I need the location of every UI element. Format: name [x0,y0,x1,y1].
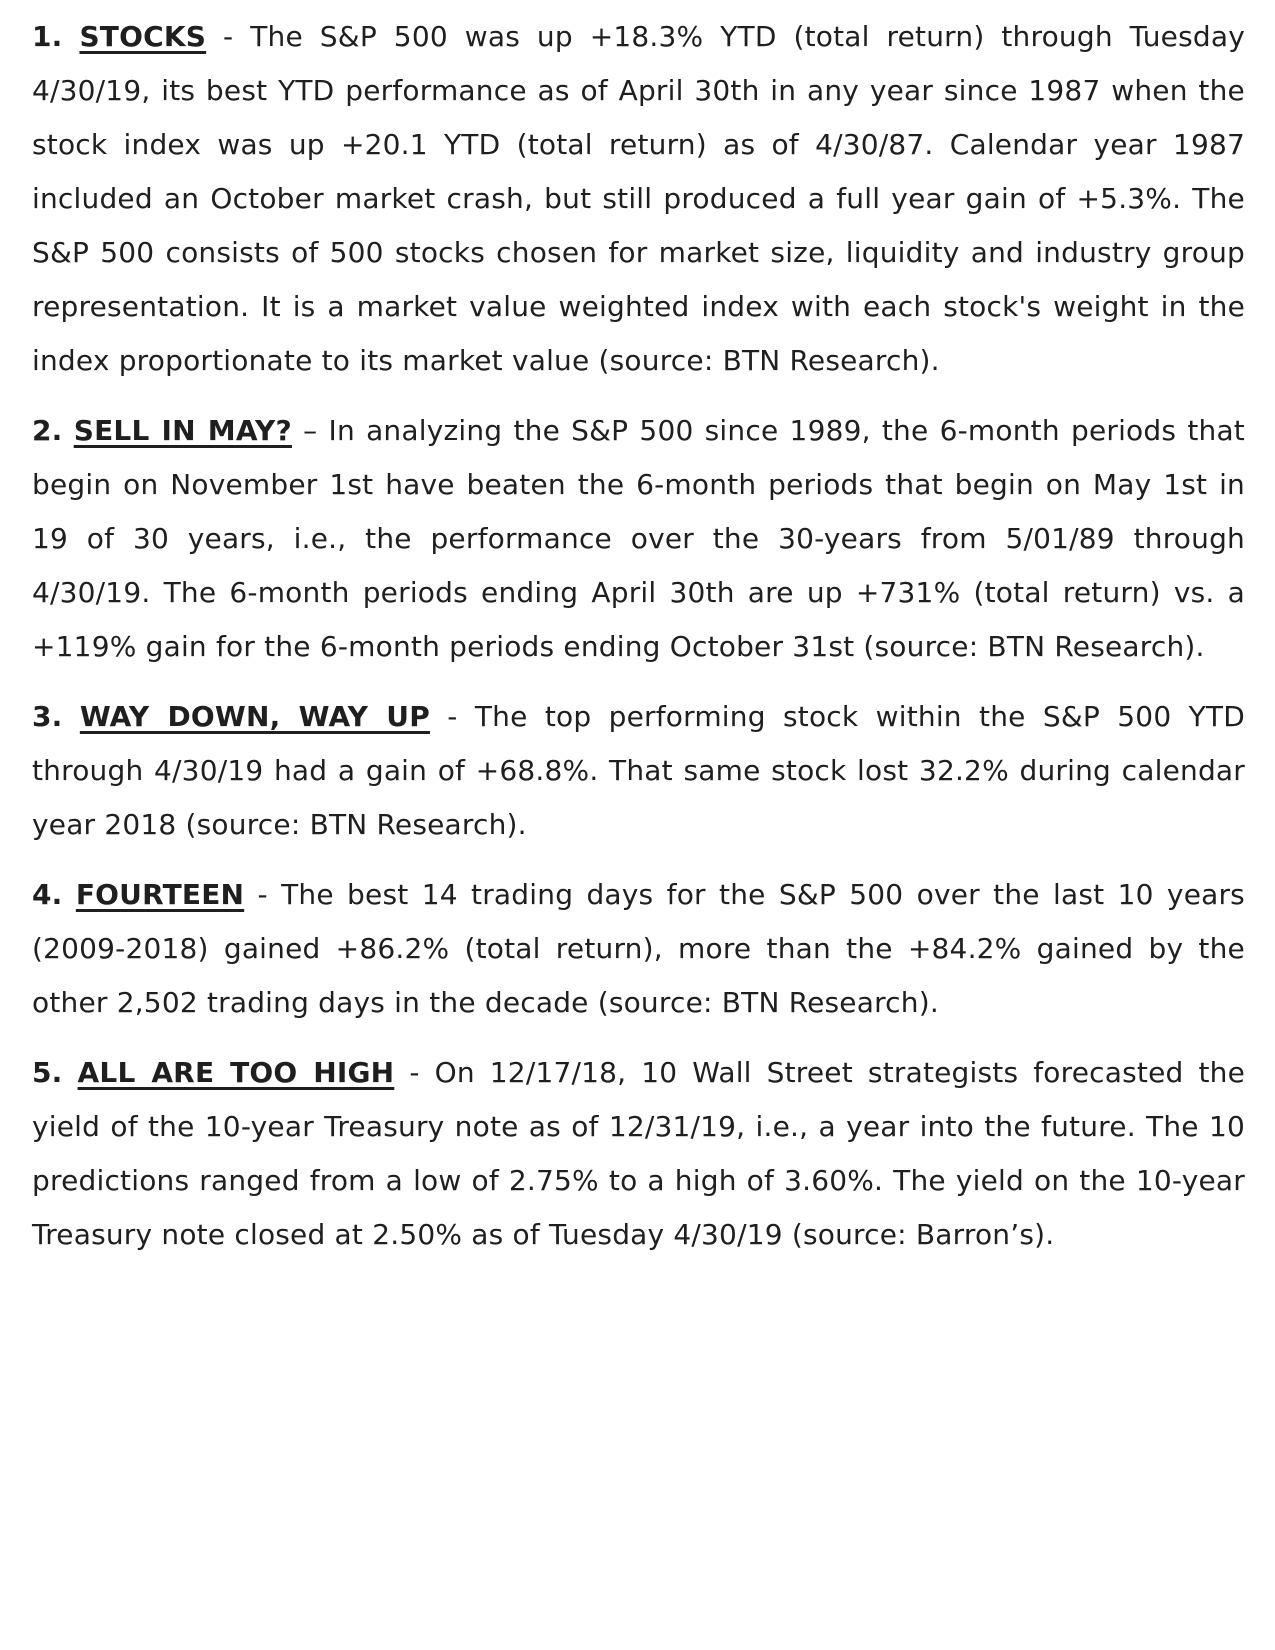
item-heading: ALL ARE TOO HIGH [77,1056,395,1089]
item-body: - The top performing stock within the S&P 500 YTD through 4/30/19 had a gain of +68.8%. That same stock lost 32.2% during calendar year 2018 (source: BTN Research). [32,700,1245,841]
item-body: - On 12/17/18, 10 Wall Street strategists forecasted the yield of the 10-year Treasury note as of 12/31/19, i.e., a year into the future. The 10 predictions ranged from a low of 2.75% to a high of 3.60%. The yield on the 10-year Treasury note closed at 2.50% as of Tuesday 4/30/19 (source: Barron’s). [32,1056,1246,1251]
item-number: 5. [32,1056,63,1089]
item-number: 4. [32,878,63,911]
paragraph-stocks [32,10,1245,388]
item-body: - The best 14 trading days for the S&P 500 over the last 10 years (2009-2018) gained +86.2% (total return), more than the +84.2% gained by the other 2,502 trading days in the decade (source: BTN Research). [32,878,1245,1019]
item-body: - The S&P 500 was up +18.3% YTD (total return) through Tuesday 4/30/19, its best YTD performance as of April 30th in any year since 1987 when the stock index was up +20.1 YTD (total return) as of 4/30/87. Calendar year 1987 included an October market crash, but still produced a full year gain of +5.3%. The S&P 500 consists of 500 stocks chosen for market size, liquidity and industry group representation. It is a market value weighted index with each stock's weight in the index proportionate to its market value (source: BTN Research). [32,20,1245,377]
paragraph-fourteen [32,868,1245,1030]
item-heading: FOURTEEN [75,878,245,911]
item-number: 2. [32,414,63,447]
item-body: – In analyzing the S&P 500 since 1989, the 6-month periods that begin on November 1st have beaten the 6-month periods that begin on May 1st in 19 of 30 years, i.e., the performance over the 30-years from 5/01/89 through 4/30/19. The 6-month periods ending April 30th are up +731% (total return) vs. a +119% gain for the 6-month periods ending October 31st (source: BTN Research). [32,414,1245,663]
paragraph-sell-in-may [32,404,1245,674]
item-number: 1. [32,20,63,53]
item-heading: WAY DOWN, WAY UP [79,700,430,733]
item-number: 3. [32,700,63,733]
item-heading: STOCKS [79,20,207,53]
item-heading: SELL IN MAY? [73,414,292,447]
paragraph-all-are-too-high [32,1046,1245,1262]
paragraph-way-down-way-up [32,690,1245,852]
